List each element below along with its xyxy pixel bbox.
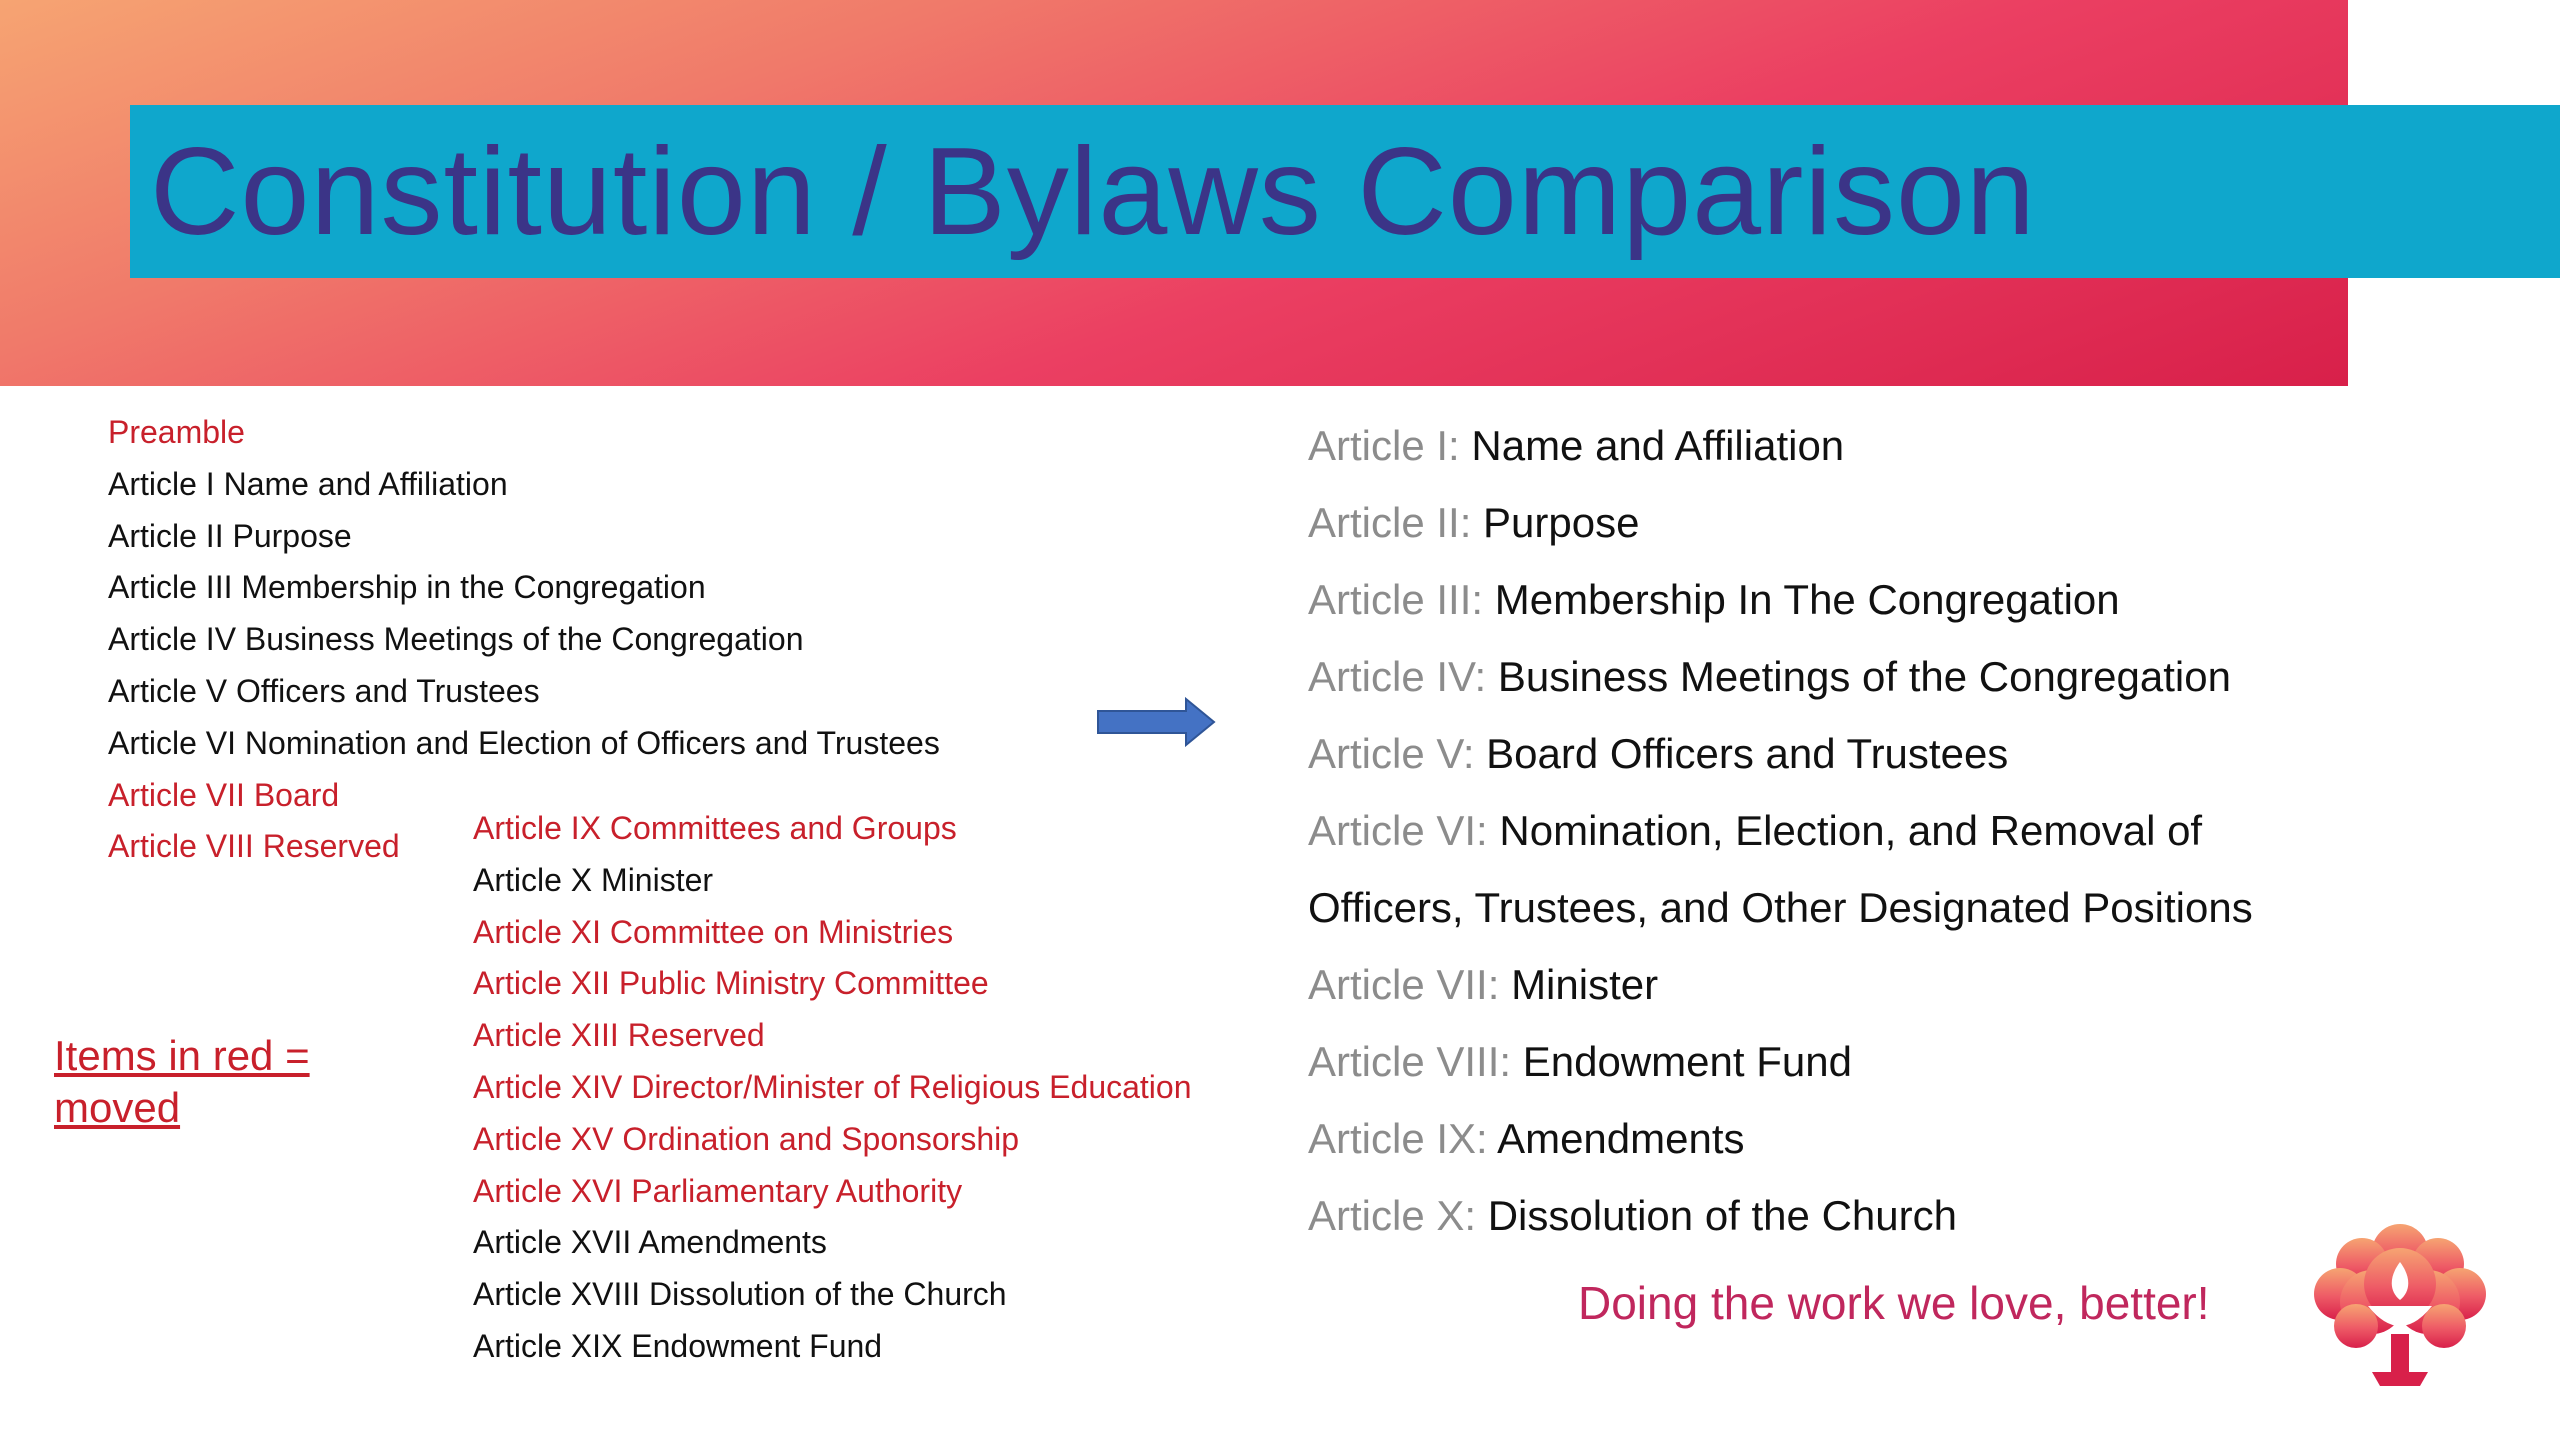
new-article-label: Article VIII:	[1308, 1038, 1512, 1085]
legend-line-2: moved	[54, 1084, 181, 1131]
new-article-name: Name and Affiliation	[1471, 422, 1845, 469]
old-article-item: Article III Membership in the Congregation	[108, 569, 706, 606]
new-article-label: Article II:	[1308, 499, 1472, 546]
new-article-item	[1308, 792, 2348, 946]
old-article-item: Article VII Board	[108, 776, 340, 813]
new-article-item	[1308, 715, 2348, 792]
new-article-item	[1308, 484, 2348, 561]
slide-title: Constitution / Bylaws Comparison	[150, 123, 2036, 261]
new-article-item	[1308, 1023, 2348, 1100]
old-article-item: Article XVI Parliamentary Authority	[473, 1172, 963, 1209]
right-arrow-icon	[1096, 697, 1216, 747]
old-article-item: Preamble	[108, 414, 245, 450]
old-article-item: Article IX Committees and Groups	[473, 810, 957, 846]
new-article-item	[1308, 1177, 2348, 1254]
new-article-label: Article VI:	[1308, 807, 1488, 854]
old-article-item: Article XII Public Ministry Committee	[473, 965, 989, 1002]
new-article-name: Amendments	[1497, 1115, 1745, 1162]
old-article-item: Article V Officers and Trustees	[108, 672, 540, 709]
old-article-item: Article XI Committee on Ministries	[473, 913, 954, 950]
legend-note	[54, 1030, 310, 1134]
new-article-label: Article I:	[1308, 422, 1460, 469]
new-article-label: Article V:	[1308, 730, 1475, 777]
new-article-name: Minister	[1511, 961, 1659, 1008]
old-article-item: Article XVII Amendments	[473, 1224, 827, 1261]
new-article-name: Endowment Fund	[1522, 1038, 1852, 1085]
new-article-item	[1308, 407, 2348, 484]
old-article-item: Article II Purpose	[108, 517, 352, 554]
old-article-item: Article VIII Reserved	[108, 828, 400, 865]
tagline: Doing the work we love, better!	[1578, 1277, 2210, 1329]
old-articles-column-2	[473, 803, 1192, 1373]
new-article-item	[1308, 1100, 2348, 1177]
new-article-name: Dissolution of the Church	[1487, 1192, 1957, 1239]
new-article-name: Membership In The Congregation	[1494, 576, 2120, 623]
old-article-item: Article XIII Reserved	[473, 1017, 765, 1054]
new-article-item	[1308, 946, 2348, 1023]
new-article-name: Nomination, Election, and Removal of Officers, Trustees, and Other Designated Positions	[1308, 807, 2253, 931]
new-article-name: Board Officers and Trustees	[1486, 730, 2009, 777]
old-article-item: Article XVIII Dissolution of the Church	[473, 1276, 1007, 1313]
new-articles-list	[1308, 407, 2348, 1254]
new-article-label: Article IX:	[1308, 1115, 1488, 1162]
new-article-label: Article III:	[1308, 576, 1484, 623]
right-arrow-shape	[1098, 699, 1214, 745]
old-article-item: Article XIV Director/Minister of Religious Education	[473, 1068, 1192, 1105]
new-article-label: Article IV:	[1308, 653, 1487, 700]
old-article-item: Article I Name and Affiliation	[108, 465, 508, 502]
old-article-item: Article X Minister	[473, 861, 714, 898]
old-article-item: Article XIX Endowment Fund	[473, 1327, 883, 1364]
new-article-item	[1308, 561, 2348, 638]
new-article-label: Article VII:	[1308, 961, 1500, 1008]
old-article-item: Article VI Nomination and Election of Officers and Trustees	[108, 724, 940, 761]
old-article-item: Article IV Business Meetings of the Congregation	[108, 621, 804, 658]
new-article-name: Purpose	[1483, 499, 1640, 546]
new-article-item	[1308, 638, 2348, 715]
chalice-tree-logo-icon	[2300, 1222, 2500, 1392]
new-article-name: Business Meetings of the Congregation	[1497, 653, 2231, 700]
new-article-label: Article X:	[1308, 1192, 1477, 1239]
legend-line-1: Items in red =	[54, 1032, 310, 1079]
old-article-item: Article XV Ordination and Sponsorship	[473, 1120, 1020, 1157]
